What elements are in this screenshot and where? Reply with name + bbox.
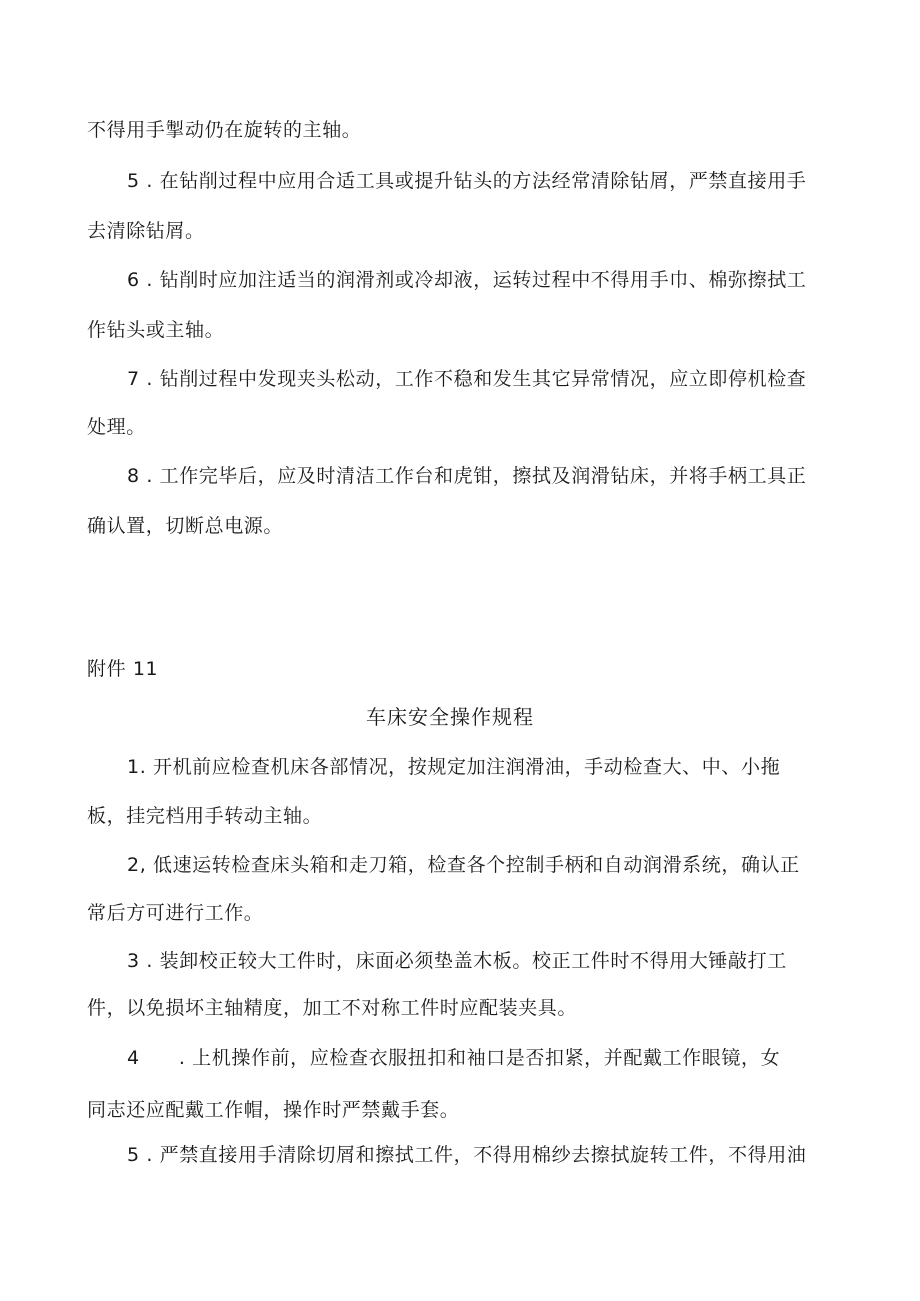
drill-rule-7-line2: 处理。 xyxy=(87,416,146,438)
drill-rule-8-line2: 确认置，切断总电源。 xyxy=(87,515,284,537)
lathe-rule-1-line1: 1. 开机前应检查机床各部情况，按规定加注润滑油，手动检查大、中、小拖 xyxy=(127,756,781,778)
lathe-rule-4-line1: 4 . 上机操作前，应检查衣服扭扣和袖口是否扣紧，并配戴工作眼镜，女 xyxy=(127,1047,781,1069)
lathe-rule-3-line1: 3 . 装卸校正较大工件时，床面必须垫盖木板。校正工件时不得用大锤敲打工 xyxy=(127,950,787,972)
continuation-text: 不得用手掣动仍在旋转的主轴。 xyxy=(87,119,362,141)
lathe-rule-1-line2: 板，挂完档用手转动主轴。 xyxy=(87,805,323,827)
lathe-rule-5-line1: 5 . 严禁直接用手清除切屑和擦拭工件，不得用棉纱去擦拭旋转工件，不得用油 xyxy=(127,1144,807,1166)
lathe-rule-2-line1: 2, 低速运转检查床头箱和走刀箱，检查各个控制手柄和自动润滑系统，确认正 xyxy=(127,854,800,876)
attachment-label: 附件 11 xyxy=(87,658,159,680)
lathe-rule-2-line2: 常后方可进行工作。 xyxy=(87,902,264,924)
page-title: 车床安全操作规程 xyxy=(366,705,534,729)
drill-rule-5-line1: 5 . 在钻削过程中应用合适工具或提升钻头的方法经常清除钻屑，严禁直接用手 xyxy=(127,170,807,192)
drill-rule-5-line2: 去清除钻屑。 xyxy=(87,220,205,242)
drill-rule-7-line1: 7 . 钻削过程中发现夹头松动，工作不稳和发生其它异常情况，应立即停机检查 xyxy=(127,368,807,390)
drill-rule-8-line1: 8 . 工作完毕后，应及时清洁工作台和虎钳，擦拭及润滑钻床，并将手柄工具正 xyxy=(127,465,807,487)
drill-rule-6-line2: 作钻头或主轴。 xyxy=(87,319,225,341)
drill-rule-6-line1: 6 . 钻削时应加注适当的润滑剂或冷却液，运转过程中不得用手巾、棉弥擦拭工 xyxy=(127,269,807,291)
lathe-rule-4-line2: 同志还应配戴工作帽，操作时严禁戴手套。 xyxy=(87,1099,460,1121)
lathe-rule-3-line2: 件，以免损坏主轴精度，加工不对称工件时应配装夹具。 xyxy=(87,997,578,1019)
